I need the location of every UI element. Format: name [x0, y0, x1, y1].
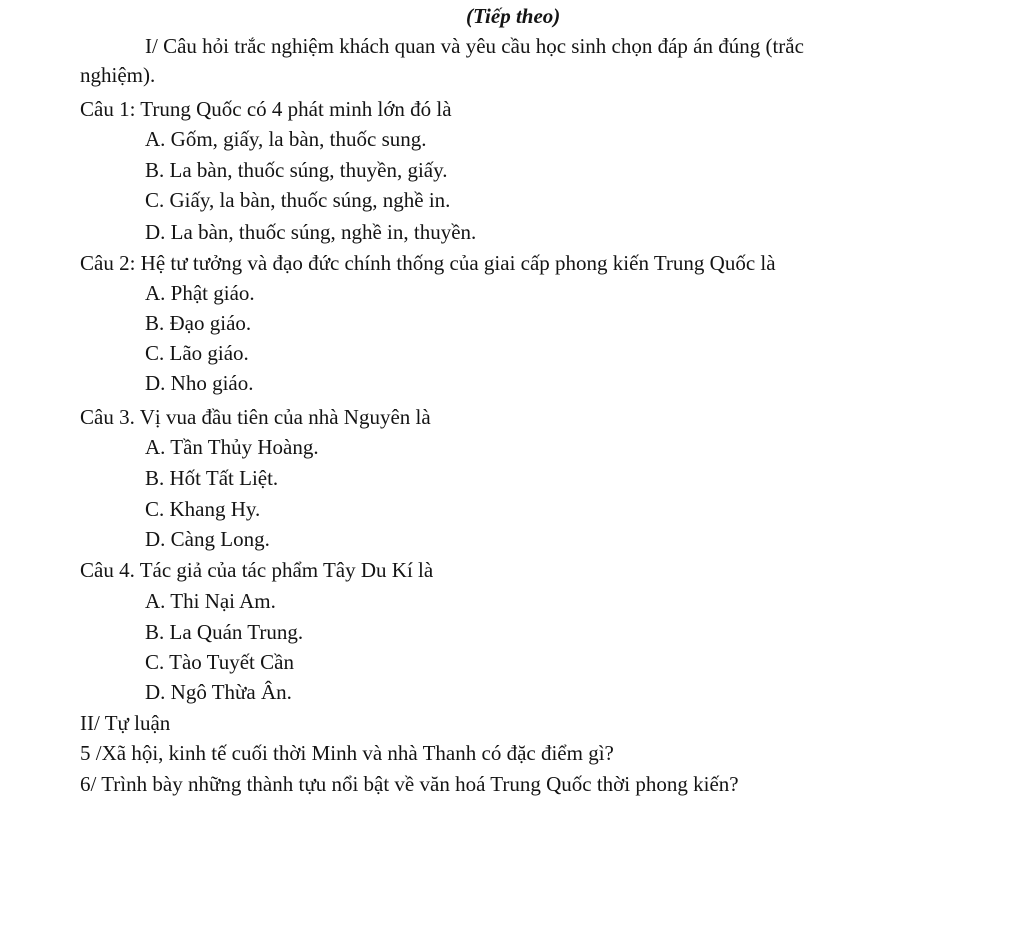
- question-3-option-a: A. Tần Thủy Hoàng.: [145, 435, 319, 459]
- question-2: Câu 2: Hệ tư tưởng và đạo đức chính thống của giai cấp phong kiến Trung Quốc là: [80, 251, 776, 275]
- section2-heading: II/ Tự luận: [80, 711, 171, 735]
- question-4-option-a: A. Thi Nại Am.: [145, 589, 276, 613]
- question-2-option-a: A. Phật giáo.: [145, 281, 255, 305]
- question-1-option-a: A. Gốm, giấy, la bàn, thuốc sung.: [145, 127, 427, 151]
- section1-intro-line2: nghiệm).: [80, 63, 156, 87]
- question-3: Câu 3. Vị vua đầu tiên của nhà Nguyên là: [80, 405, 431, 429]
- question-1: Câu 1: Trung Quốc có 4 phát minh lớn đó là: [80, 97, 452, 121]
- section1-intro-line1: I/ Câu hỏi trắc nghiệm khách quan và yêu cầu học sinh chọn đáp án đúng (trắc: [145, 34, 804, 58]
- essay-question-6: 6/ Trình bày những thành tựu nổi bật về văn hoá Trung Quốc thời phong kiến?: [80, 772, 739, 796]
- essay-question-5: 5 /Xã hội, kinh tế cuối thời Minh và nhà Thanh có đặc điểm gì?: [80, 741, 614, 765]
- question-4-option-b: B. La Quán Trung.: [145, 620, 304, 644]
- question-3-option-c: C. Khang Hy.: [145, 497, 261, 521]
- question-4: Câu 4. Tác giả của tác phẩm Tây Du Kí là: [80, 558, 434, 582]
- question-3-option-d: D. Càng Long.: [145, 527, 270, 551]
- question-2-option-d: D. Nho giáo.: [145, 371, 254, 395]
- question-1-option-d: D. La bàn, thuốc súng, nghề in, thuyền.: [145, 220, 477, 244]
- question-1-option-c: C. Giấy, la bàn, thuốc súng, nghề in.: [145, 188, 451, 212]
- question-3-option-b: B. Hốt Tất Liệt.: [145, 466, 279, 490]
- question-2-option-c: C. Lão giáo.: [145, 341, 249, 365]
- page-title: (Tiếp theo): [466, 4, 561, 28]
- question-2-option-b: B. Đạo giáo.: [145, 311, 252, 335]
- question-1-option-b: B. La bàn, thuốc súng, thuyền, giấy.: [145, 158, 448, 182]
- question-4-option-d: D. Ngô Thừa Ân.: [145, 680, 292, 704]
- question-4-option-c: C. Tào Tuyết Cần: [145, 650, 294, 674]
